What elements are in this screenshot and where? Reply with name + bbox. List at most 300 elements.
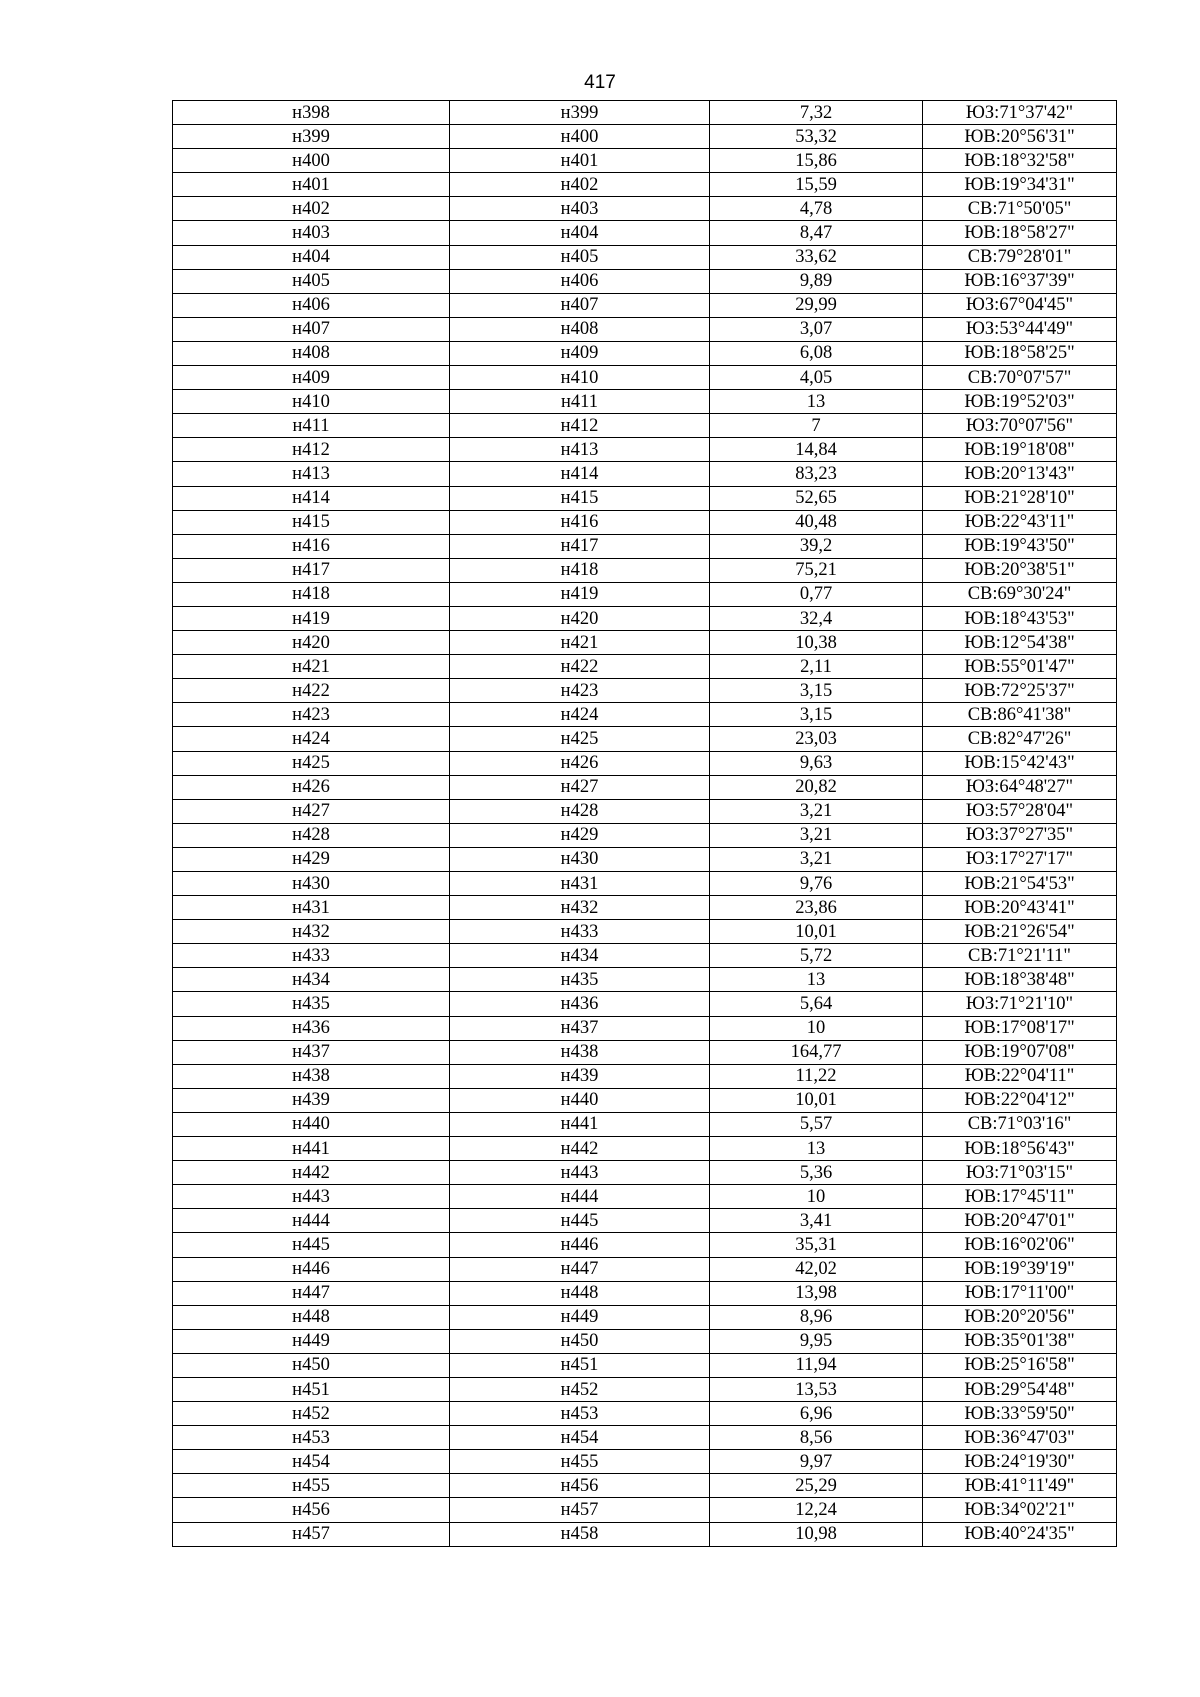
table-row xyxy=(173,317,1117,341)
bearing-cell: ЮЗ:53°44'49" xyxy=(923,317,1117,341)
bearing-cell: ЮВ:16°37'39" xyxy=(923,269,1117,293)
table-row xyxy=(173,1522,1117,1546)
start-point-cell: н411 xyxy=(173,414,450,438)
bearing-cell: ЮВ:19°39'19" xyxy=(923,1257,1117,1281)
table-row xyxy=(173,366,1117,390)
length-cell: 4,78 xyxy=(710,197,923,221)
length-cell: 29,99 xyxy=(710,293,923,317)
bearing-cell: ЮВ:21°28'10" xyxy=(923,486,1117,510)
start-point-cell: н456 xyxy=(173,1498,450,1522)
bearing-cell: ЮВ:36°47'03" xyxy=(923,1426,1117,1450)
length-cell: 5,72 xyxy=(710,944,923,968)
start-point-cell: н450 xyxy=(173,1353,450,1377)
length-cell: 3,07 xyxy=(710,317,923,341)
length-cell: 5,64 xyxy=(710,992,923,1016)
end-point-cell: н431 xyxy=(450,872,710,896)
end-point-cell: н426 xyxy=(450,751,710,775)
table-row xyxy=(173,1088,1117,1112)
length-cell: 15,86 xyxy=(710,149,923,173)
table-row xyxy=(173,1377,1117,1401)
start-point-cell: н451 xyxy=(173,1377,450,1401)
end-point-cell: н417 xyxy=(450,534,710,558)
bearing-cell: СВ:69°30'24" xyxy=(923,582,1117,606)
length-cell: 32,4 xyxy=(710,606,923,630)
table-row xyxy=(173,534,1117,558)
bearing-cell: ЮВ:21°26'54" xyxy=(923,920,1117,944)
start-point-cell: н442 xyxy=(173,1161,450,1185)
table-row xyxy=(173,221,1117,245)
start-point-cell: н446 xyxy=(173,1257,450,1281)
start-point-cell: н417 xyxy=(173,558,450,582)
start-point-cell: н443 xyxy=(173,1185,450,1209)
length-cell: 2,11 xyxy=(710,655,923,679)
bearing-cell: ЮВ:20°13'43" xyxy=(923,462,1117,486)
table-row xyxy=(173,558,1117,582)
start-point-cell: н448 xyxy=(173,1305,450,1329)
bearing-cell: ЮВ:22°04'11" xyxy=(923,1064,1117,1088)
start-point-cell: н398 xyxy=(173,101,450,125)
start-point-cell: н403 xyxy=(173,221,450,245)
start-point-cell: н449 xyxy=(173,1329,450,1353)
length-cell: 13,53 xyxy=(710,1377,923,1401)
length-cell: 12,24 xyxy=(710,1498,923,1522)
end-point-cell: н424 xyxy=(450,703,710,727)
start-point-cell: н420 xyxy=(173,631,450,655)
table-row xyxy=(173,582,1117,606)
start-point-cell: н419 xyxy=(173,606,450,630)
length-cell: 25,29 xyxy=(710,1474,923,1498)
table-row xyxy=(173,1112,1117,1136)
bearing-cell: ЮВ:22°43'11" xyxy=(923,510,1117,534)
length-cell: 10 xyxy=(710,1016,923,1040)
bearing-cell: ЮВ:18°32'58" xyxy=(923,149,1117,173)
length-cell: 3,21 xyxy=(710,823,923,847)
end-point-cell: н403 xyxy=(450,197,710,221)
start-point-cell: н405 xyxy=(173,269,450,293)
length-cell: 35,31 xyxy=(710,1233,923,1257)
end-point-cell: н404 xyxy=(450,221,710,245)
start-point-cell: н407 xyxy=(173,317,450,341)
table-row xyxy=(173,751,1117,775)
table-row xyxy=(173,944,1117,968)
table-row xyxy=(173,896,1117,920)
table-row xyxy=(173,173,1117,197)
end-point-cell: н411 xyxy=(450,390,710,414)
table-row xyxy=(173,197,1117,221)
length-cell: 7 xyxy=(710,414,923,438)
table-row xyxy=(173,341,1117,365)
table-row xyxy=(173,1402,1117,1426)
end-point-cell: н406 xyxy=(450,269,710,293)
length-cell: 23,03 xyxy=(710,727,923,751)
bearing-cell: ЮЗ:71°03'15" xyxy=(923,1161,1117,1185)
table-row xyxy=(173,414,1117,438)
length-cell: 3,15 xyxy=(710,679,923,703)
bearing-cell: ЮВ:16°02'06" xyxy=(923,1233,1117,1257)
start-point-cell: н440 xyxy=(173,1112,450,1136)
bearing-cell: ЮЗ:64°48'27" xyxy=(923,775,1117,799)
length-cell: 8,96 xyxy=(710,1305,923,1329)
end-point-cell: н407 xyxy=(450,293,710,317)
end-point-cell: н441 xyxy=(450,1112,710,1136)
bearing-cell: ЮЗ:67°04'45" xyxy=(923,293,1117,317)
length-cell: 9,95 xyxy=(710,1329,923,1353)
bearing-cell: СВ:71°21'11" xyxy=(923,944,1117,968)
start-point-cell: н447 xyxy=(173,1281,450,1305)
end-point-cell: н443 xyxy=(450,1161,710,1185)
length-cell: 5,36 xyxy=(710,1161,923,1185)
end-point-cell: н412 xyxy=(450,414,710,438)
table-row xyxy=(173,438,1117,462)
table-body xyxy=(173,101,1117,1547)
bearing-cell: ЮВ:29°54'48" xyxy=(923,1377,1117,1401)
length-cell: 13,98 xyxy=(710,1281,923,1305)
bearing-cell: ЮВ:19°34'31" xyxy=(923,173,1117,197)
end-point-cell: н452 xyxy=(450,1377,710,1401)
bearing-cell: СВ:86°41'38" xyxy=(923,703,1117,727)
length-cell: 164,77 xyxy=(710,1040,923,1064)
table-row xyxy=(173,727,1117,751)
length-cell: 11,94 xyxy=(710,1353,923,1377)
bearing-cell: ЮВ:18°58'25" xyxy=(923,341,1117,365)
table-row xyxy=(173,1161,1117,1185)
start-point-cell: н453 xyxy=(173,1426,450,1450)
bearing-cell: ЮВ:20°56'31" xyxy=(923,125,1117,149)
bearing-cell: ЮЗ:71°21'10" xyxy=(923,992,1117,1016)
length-cell: 75,21 xyxy=(710,558,923,582)
end-point-cell: н410 xyxy=(450,366,710,390)
length-cell: 9,76 xyxy=(710,872,923,896)
end-point-cell: н453 xyxy=(450,1402,710,1426)
bearing-cell: ЮВ:20°47'01" xyxy=(923,1209,1117,1233)
bearing-cell: ЮВ:72°25'37" xyxy=(923,679,1117,703)
bearing-cell: ЮВ:17°11'00" xyxy=(923,1281,1117,1305)
table-row xyxy=(173,269,1117,293)
table-row xyxy=(173,872,1117,896)
table-row xyxy=(173,1450,1117,1474)
length-cell: 8,47 xyxy=(710,221,923,245)
table-row xyxy=(173,1474,1117,1498)
bearing-cell: ЮЗ:17°27'17" xyxy=(923,847,1117,871)
end-point-cell: н451 xyxy=(450,1353,710,1377)
end-point-cell: н430 xyxy=(450,847,710,871)
bearing-cell: ЮВ:18°56'43" xyxy=(923,1137,1117,1161)
bearing-cell: ЮВ:20°43'41" xyxy=(923,896,1117,920)
bearing-cell: ЮВ:19°52'03" xyxy=(923,390,1117,414)
start-point-cell: н414 xyxy=(173,486,450,510)
length-cell: 9,97 xyxy=(710,1450,923,1474)
bearing-cell: ЮВ:33°59'50" xyxy=(923,1402,1117,1426)
start-point-cell: н432 xyxy=(173,920,450,944)
length-cell: 3,15 xyxy=(710,703,923,727)
bearing-cell: СВ:70°07'57" xyxy=(923,366,1117,390)
length-cell: 13 xyxy=(710,968,923,992)
length-cell: 4,05 xyxy=(710,366,923,390)
table-row xyxy=(173,390,1117,414)
end-point-cell: н434 xyxy=(450,944,710,968)
end-point-cell: н408 xyxy=(450,317,710,341)
table-row xyxy=(173,847,1117,871)
end-point-cell: н449 xyxy=(450,1305,710,1329)
start-point-cell: н452 xyxy=(173,1402,450,1426)
length-cell: 10,38 xyxy=(710,631,923,655)
start-point-cell: н426 xyxy=(173,775,450,799)
end-point-cell: н448 xyxy=(450,1281,710,1305)
start-point-cell: н423 xyxy=(173,703,450,727)
length-cell: 39,2 xyxy=(710,534,923,558)
end-point-cell: н429 xyxy=(450,823,710,847)
length-cell: 42,02 xyxy=(710,1257,923,1281)
end-point-cell: н402 xyxy=(450,173,710,197)
end-point-cell: н399 xyxy=(450,101,710,125)
table-row xyxy=(173,101,1117,125)
bearing-cell: ЮВ:20°20'56" xyxy=(923,1305,1117,1329)
length-cell: 13 xyxy=(710,390,923,414)
bearing-cell: ЮВ:41°11'49" xyxy=(923,1474,1117,1498)
length-cell: 0,77 xyxy=(710,582,923,606)
table-row xyxy=(173,1305,1117,1329)
table-row xyxy=(173,968,1117,992)
bearing-cell: ЮВ:25°16'58" xyxy=(923,1353,1117,1377)
start-point-cell: н399 xyxy=(173,125,450,149)
bearing-cell: ЮВ:22°04'12" xyxy=(923,1088,1117,1112)
length-cell: 15,59 xyxy=(710,173,923,197)
end-point-cell: н457 xyxy=(450,1498,710,1522)
end-point-cell: н420 xyxy=(450,606,710,630)
table-row xyxy=(173,799,1117,823)
end-point-cell: н454 xyxy=(450,1426,710,1450)
length-cell: 20,82 xyxy=(710,775,923,799)
bearing-cell: ЮВ:18°58'27" xyxy=(923,221,1117,245)
end-point-cell: н418 xyxy=(450,558,710,582)
bearing-cell: ЮЗ:37°27'35" xyxy=(923,823,1117,847)
length-cell: 10 xyxy=(710,1185,923,1209)
table-row xyxy=(173,1137,1117,1161)
table-row xyxy=(173,823,1117,847)
table-row xyxy=(173,1329,1117,1353)
start-point-cell: н402 xyxy=(173,197,450,221)
length-cell: 11,22 xyxy=(710,1064,923,1088)
table-row xyxy=(173,293,1117,317)
start-point-cell: н434 xyxy=(173,968,450,992)
start-point-cell: н435 xyxy=(173,992,450,1016)
end-point-cell: н401 xyxy=(450,149,710,173)
bearing-cell: ЮВ:35°01'38" xyxy=(923,1329,1117,1353)
start-point-cell: н439 xyxy=(173,1088,450,1112)
start-point-cell: н431 xyxy=(173,896,450,920)
start-point-cell: н430 xyxy=(173,872,450,896)
end-point-cell: н435 xyxy=(450,968,710,992)
start-point-cell: н454 xyxy=(173,1450,450,1474)
bearing-cell: ЮВ:17°08'17" xyxy=(923,1016,1117,1040)
end-point-cell: н427 xyxy=(450,775,710,799)
length-cell: 33,62 xyxy=(710,245,923,269)
bearing-cell: ЮВ:21°54'53" xyxy=(923,872,1117,896)
page-number: 417 xyxy=(584,72,616,93)
end-point-cell: н446 xyxy=(450,1233,710,1257)
end-point-cell: н422 xyxy=(450,655,710,679)
table-row xyxy=(173,606,1117,630)
start-point-cell: н437 xyxy=(173,1040,450,1064)
start-point-cell: н427 xyxy=(173,799,450,823)
table-row xyxy=(173,1426,1117,1450)
length-cell: 3,21 xyxy=(710,847,923,871)
length-cell: 10,01 xyxy=(710,920,923,944)
length-cell: 8,56 xyxy=(710,1426,923,1450)
start-point-cell: н438 xyxy=(173,1064,450,1088)
start-point-cell: н424 xyxy=(173,727,450,751)
start-point-cell: н400 xyxy=(173,149,450,173)
start-point-cell: н418 xyxy=(173,582,450,606)
bearing-cell: ЮЗ:70°07'56" xyxy=(923,414,1117,438)
table-row xyxy=(173,775,1117,799)
bearing-cell: ЮВ:18°43'53" xyxy=(923,606,1117,630)
table-row xyxy=(173,486,1117,510)
length-cell: 9,63 xyxy=(710,751,923,775)
end-point-cell: н450 xyxy=(450,1329,710,1353)
bearing-cell: ЮВ:15°42'43" xyxy=(923,751,1117,775)
table-row xyxy=(173,149,1117,173)
table-row xyxy=(173,1233,1117,1257)
length-cell: 3,21 xyxy=(710,799,923,823)
end-point-cell: н442 xyxy=(450,1137,710,1161)
bearing-cell: ЮЗ:57°28'04" xyxy=(923,799,1117,823)
start-point-cell: н428 xyxy=(173,823,450,847)
start-point-cell: н445 xyxy=(173,1233,450,1257)
length-cell: 3,41 xyxy=(710,1209,923,1233)
bearing-cell: ЮВ:20°38'51" xyxy=(923,558,1117,582)
end-point-cell: н439 xyxy=(450,1064,710,1088)
length-cell: 23,86 xyxy=(710,896,923,920)
start-point-cell: н409 xyxy=(173,366,450,390)
end-point-cell: н436 xyxy=(450,992,710,1016)
end-point-cell: н433 xyxy=(450,920,710,944)
length-cell: 10,98 xyxy=(710,1522,923,1546)
length-cell: 9,89 xyxy=(710,269,923,293)
start-point-cell: н415 xyxy=(173,510,450,534)
end-point-cell: н425 xyxy=(450,727,710,751)
start-point-cell: н457 xyxy=(173,1522,450,1546)
end-point-cell: н415 xyxy=(450,486,710,510)
bearing-cell: ЮВ:18°38'48" xyxy=(923,968,1117,992)
end-point-cell: н419 xyxy=(450,582,710,606)
start-point-cell: н412 xyxy=(173,438,450,462)
table-row xyxy=(173,703,1117,727)
end-point-cell: н445 xyxy=(450,1209,710,1233)
end-point-cell: н447 xyxy=(450,1257,710,1281)
table-row xyxy=(173,1040,1117,1064)
length-cell: 6,08 xyxy=(710,341,923,365)
start-point-cell: н401 xyxy=(173,173,450,197)
start-point-cell: н429 xyxy=(173,847,450,871)
table-row xyxy=(173,1209,1117,1233)
end-point-cell: н405 xyxy=(450,245,710,269)
end-point-cell: н414 xyxy=(450,462,710,486)
end-point-cell: н428 xyxy=(450,799,710,823)
table-row xyxy=(173,1185,1117,1209)
length-cell: 40,48 xyxy=(710,510,923,534)
coordinates-table xyxy=(172,100,1117,1547)
table-row xyxy=(173,655,1117,679)
length-cell: 14,84 xyxy=(710,438,923,462)
start-point-cell: н441 xyxy=(173,1137,450,1161)
bearing-cell: СВ:82°47'26" xyxy=(923,727,1117,751)
length-cell: 7,32 xyxy=(710,101,923,125)
start-point-cell: н433 xyxy=(173,944,450,968)
bearing-cell: СВ:79°28'01" xyxy=(923,245,1117,269)
bearing-cell: ЮВ:19°18'08" xyxy=(923,438,1117,462)
end-point-cell: н423 xyxy=(450,679,710,703)
table-row xyxy=(173,245,1117,269)
table-row xyxy=(173,125,1117,149)
start-point-cell: н422 xyxy=(173,679,450,703)
bearing-cell: СВ:71°03'16" xyxy=(923,1112,1117,1136)
table-row xyxy=(173,510,1117,534)
end-point-cell: н440 xyxy=(450,1088,710,1112)
start-point-cell: н444 xyxy=(173,1209,450,1233)
end-point-cell: н455 xyxy=(450,1450,710,1474)
table-row xyxy=(173,1064,1117,1088)
bearing-cell: ЮВ:55°01'47" xyxy=(923,655,1117,679)
bearing-cell: ЮЗ:71°37'42" xyxy=(923,101,1117,125)
end-point-cell: н432 xyxy=(450,896,710,920)
table-row xyxy=(173,1016,1117,1040)
end-point-cell: н458 xyxy=(450,1522,710,1546)
bearing-cell: СВ:71°50'05" xyxy=(923,197,1117,221)
start-point-cell: н413 xyxy=(173,462,450,486)
table-row xyxy=(173,631,1117,655)
table-row xyxy=(173,462,1117,486)
length-cell: 5,57 xyxy=(710,1112,923,1136)
start-point-cell: н404 xyxy=(173,245,450,269)
end-point-cell: н409 xyxy=(450,341,710,365)
end-point-cell: н456 xyxy=(450,1474,710,1498)
bearing-cell: ЮВ:17°45'11" xyxy=(923,1185,1117,1209)
start-point-cell: н406 xyxy=(173,293,450,317)
end-point-cell: н438 xyxy=(450,1040,710,1064)
length-cell: 52,65 xyxy=(710,486,923,510)
bearing-cell: ЮВ:19°43'50" xyxy=(923,534,1117,558)
table-row xyxy=(173,920,1117,944)
length-cell: 53,32 xyxy=(710,125,923,149)
length-cell: 10,01 xyxy=(710,1088,923,1112)
table-row xyxy=(173,1353,1117,1377)
start-point-cell: н421 xyxy=(173,655,450,679)
bearing-cell: ЮВ:24°19'30" xyxy=(923,1450,1117,1474)
length-cell: 83,23 xyxy=(710,462,923,486)
start-point-cell: н416 xyxy=(173,534,450,558)
table-row xyxy=(173,992,1117,1016)
table-row xyxy=(173,1257,1117,1281)
start-point-cell: н455 xyxy=(173,1474,450,1498)
length-cell: 13 xyxy=(710,1137,923,1161)
length-cell: 6,96 xyxy=(710,1402,923,1426)
bearing-cell: ЮВ:12°54'38" xyxy=(923,631,1117,655)
table-row xyxy=(173,1281,1117,1305)
start-point-cell: н425 xyxy=(173,751,450,775)
bearing-cell: ЮВ:40°24'35" xyxy=(923,1522,1117,1546)
table-row xyxy=(173,679,1117,703)
end-point-cell: н413 xyxy=(450,438,710,462)
bearing-cell: ЮВ:19°07'08" xyxy=(923,1040,1117,1064)
end-point-cell: н437 xyxy=(450,1016,710,1040)
start-point-cell: н410 xyxy=(173,390,450,414)
end-point-cell: н416 xyxy=(450,510,710,534)
start-point-cell: н408 xyxy=(173,341,450,365)
table-row xyxy=(173,1498,1117,1522)
start-point-cell: н436 xyxy=(173,1016,450,1040)
end-point-cell: н421 xyxy=(450,631,710,655)
